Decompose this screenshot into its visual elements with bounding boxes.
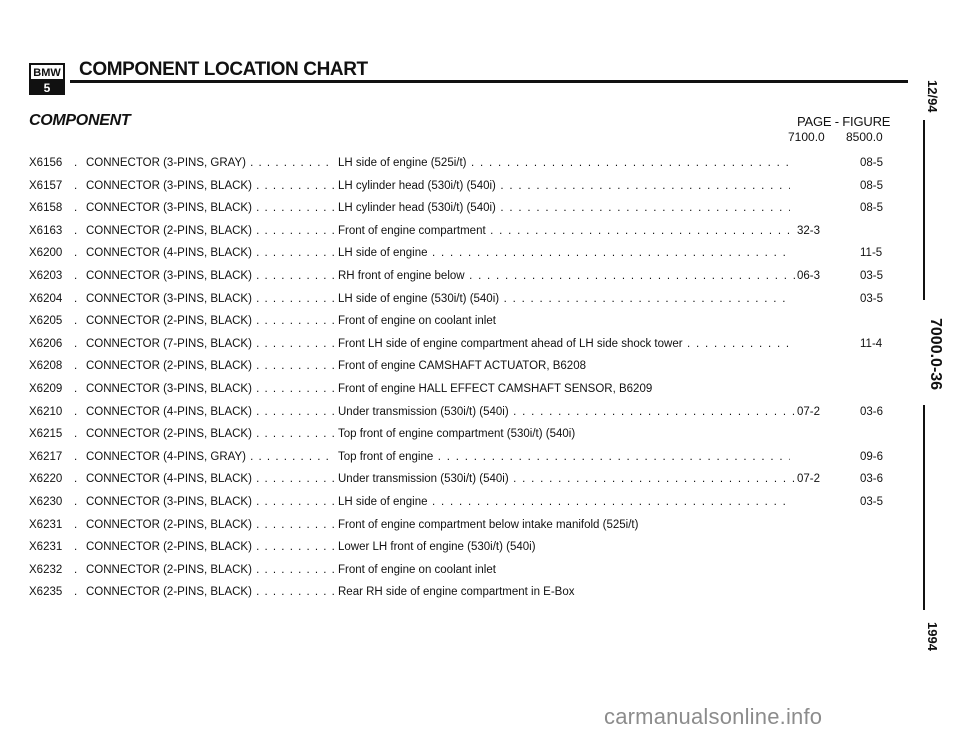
table-row (0, 225, 930, 243)
table-row (0, 270, 930, 288)
component-location: Rear RH side of engine compartment in E-Box (338, 586, 575, 599)
component-name: CONNECTOR (4-PINS, BLACK) . . . (86, 406, 334, 418)
component-location: LH side of engine (530i/t) (540i) . . . (338, 293, 790, 305)
separator-dot: . (74, 450, 78, 463)
column-8500-header: 8500.0 (846, 130, 883, 144)
separator-dot: . (74, 157, 78, 169)
separator-dot: . (74, 563, 78, 576)
component-id: X6232 (29, 563, 63, 576)
component-name: CONNECTOR (3-PINS, BLACK) . . . (86, 270, 334, 282)
page-figure-8500: 08-5 (860, 179, 884, 192)
component-id: X6163 (29, 224, 63, 237)
page-title: COMPONENT LOCATION CHART (79, 59, 368, 80)
table-row (0, 473, 930, 491)
component-location: LH cylinder head (530i/t) (540i) . . . (338, 202, 790, 214)
component-name: CONNECTOR (2-PINS, BLACK) . . . (86, 315, 334, 327)
table-row (0, 315, 930, 333)
page-figure-8500: 11-4 (860, 337, 883, 350)
component-location: RH front of engine below . . . (338, 270, 795, 282)
table-row (0, 496, 930, 514)
component-id: X6156 (29, 157, 63, 169)
component-id: X6231 (29, 541, 63, 554)
page-figure-8500: 03-5 (860, 292, 884, 305)
component-location: Front of engine compartment below intake manifold (525i/t) (338, 518, 639, 531)
component-name: CONNECTOR (3-PINS, GRAY) . . . (86, 157, 334, 169)
component-id: X6209 (29, 383, 63, 395)
side-rule-top (923, 120, 925, 300)
table-row (0, 586, 930, 604)
table-row (0, 180, 930, 198)
page-figure-8500: 08-5 (860, 157, 884, 169)
table-row (0, 564, 930, 582)
page-figure-7100: 07-2 (797, 473, 821, 486)
table-row (0, 428, 930, 446)
side-year: 1994 (925, 622, 940, 651)
component-name: CONNECTOR (3-PINS, BLACK) . . . (86, 293, 334, 305)
component-id: X6231 (29, 518, 63, 531)
component-location: LH side of engine (525i/t) . . . (338, 157, 790, 169)
separator-dot: . (74, 224, 78, 237)
table-row (0, 541, 930, 559)
component-id: X6157 (29, 179, 63, 192)
component-name: CONNECTOR (2-PINS, BLACK) . . . (86, 428, 334, 440)
page-figure-8500: 03-6 (860, 473, 884, 486)
separator-dot: . (74, 202, 78, 215)
table-row (0, 519, 930, 537)
title-rule (70, 80, 908, 83)
component-location: LH side of engine . . . (338, 496, 790, 508)
watermark: carmanualsonline.info (604, 704, 823, 729)
table-row (0, 383, 930, 401)
component-location: Under transmission (530i/t) (540i) . . . (338, 406, 795, 418)
component-id: X6210 (29, 405, 63, 418)
side-date: 12/94 (925, 80, 940, 113)
component-location: LH cylinder head (530i/t) (540i) . . . (338, 180, 790, 192)
page-figure-8500: 09-6 (860, 450, 884, 463)
separator-dot: . (74, 496, 78, 508)
logo-bmw-text: BMW (33, 67, 61, 79)
separator-dot: . (74, 337, 78, 350)
component-id: X6204 (29, 292, 63, 305)
component-name: CONNECTOR (4-PINS, GRAY) . . . (86, 451, 334, 463)
side-rule-middle (923, 405, 925, 610)
page-figure-8500: 03-5 (860, 270, 884, 282)
component-id: X6205 (29, 315, 63, 328)
page-figure-8500: 03-6 (860, 405, 884, 418)
table-row (0, 338, 930, 356)
separator-dot: . (74, 541, 78, 554)
component-id: X6235 (29, 586, 63, 599)
component-location: Top front of engine compartment (530i/t) (540i) (338, 428, 576, 441)
component-location: Front of engine compartment . . . (338, 225, 795, 237)
separator-dot: . (74, 270, 78, 282)
component-location: Top front of engine . . . (338, 451, 790, 463)
table-row (0, 247, 930, 265)
component-name: CONNECTOR (2-PINS, BLACK) . . . (86, 586, 334, 598)
page-figure-header: PAGE - FIGURE (797, 114, 891, 129)
component-name: CONNECTOR (3-PINS, BLACK) . . . (86, 180, 334, 192)
component-name: CONNECTOR (2-PINS, BLACK) . . . (86, 225, 334, 237)
component-id: X6230 (29, 496, 63, 508)
page-figure-8500: 08-5 (860, 202, 884, 215)
table-row (0, 406, 930, 424)
component-name: CONNECTOR (3-PINS, BLACK) . . . (86, 202, 334, 214)
table-row (0, 451, 930, 469)
page-figure-8500: 11-5 (860, 247, 883, 260)
component-id: X6217 (29, 450, 63, 463)
component-location: Front of engine on coolant inlet (338, 563, 496, 576)
separator-dot: . (74, 292, 78, 305)
component-id: X6200 (29, 247, 63, 260)
page-figure-7100: 06-3 (797, 270, 821, 282)
side-page-number: 7000.0-36 (927, 318, 944, 391)
component-name: CONNECTOR (3-PINS, BLACK) . . . (86, 383, 334, 395)
page-figure-7100: 07-2 (797, 405, 821, 418)
table-row (0, 293, 930, 311)
component-name: CONNECTOR (7-PINS, BLACK) . . . (86, 338, 334, 350)
component-id: X6158 (29, 202, 63, 215)
component-location: Front of engine CAMSHAFT ACTUATOR, B6208 (338, 360, 586, 373)
component-location: Front LH side of engine compartment ahead of LH side shock tower . . . (338, 338, 790, 350)
component-location: Under transmission (530i/t) (540i) . . . (338, 473, 795, 485)
component-column-header: COMPONENT (29, 112, 131, 129)
component-name: CONNECTOR (4-PINS, BLACK) . . . (86, 247, 334, 259)
component-id: X6215 (29, 428, 63, 441)
component-location: Front of engine on coolant inlet (338, 315, 496, 328)
component-location: Front of engine HALL EFFECT CAMSHAFT SENSOR, B6209 (338, 383, 653, 395)
separator-dot: . (74, 315, 78, 328)
component-name: CONNECTOR (3-PINS, BLACK) . . . (86, 496, 334, 508)
component-name: CONNECTOR (2-PINS, BLACK) . . . (86, 564, 334, 576)
separator-dot: . (74, 428, 78, 441)
component-id: X6208 (29, 360, 63, 373)
logo-5-text: 5 (43, 81, 51, 95)
separator-dot: . (74, 179, 78, 192)
component-id: X6203 (29, 270, 63, 282)
separator-dot: . (74, 586, 78, 599)
separator-dot: . (74, 405, 78, 418)
component-name: CONNECTOR (2-PINS, BLACK) . . . (86, 541, 334, 553)
separator-dot: . (74, 473, 78, 486)
column-7100-header: 7100.0 (788, 130, 825, 144)
table-row (0, 360, 930, 378)
component-name: CONNECTOR (2-PINS, BLACK) . . . (86, 360, 334, 372)
component-name: CONNECTOR (4-PINS, BLACK) . . . (86, 473, 334, 485)
separator-dot: . (74, 360, 78, 373)
component-id: X6220 (29, 473, 63, 486)
separator-dot: . (74, 518, 78, 531)
component-location: LH side of engine . . . (338, 247, 790, 259)
table-row (0, 202, 930, 220)
component-id: X6206 (29, 337, 63, 350)
component-location: Lower LH front of engine (530i/t) (540i) (338, 541, 536, 554)
bmw-5-logo (28, 62, 66, 96)
table-row (0, 157, 930, 175)
separator-dot: . (74, 247, 78, 260)
page-figure-8500: 03-5 (860, 496, 884, 508)
page-figure-7100: 32-3 (797, 224, 821, 237)
separator-dot: . (74, 383, 78, 395)
component-name: CONNECTOR (2-PINS, BLACK) . . . (86, 519, 334, 531)
